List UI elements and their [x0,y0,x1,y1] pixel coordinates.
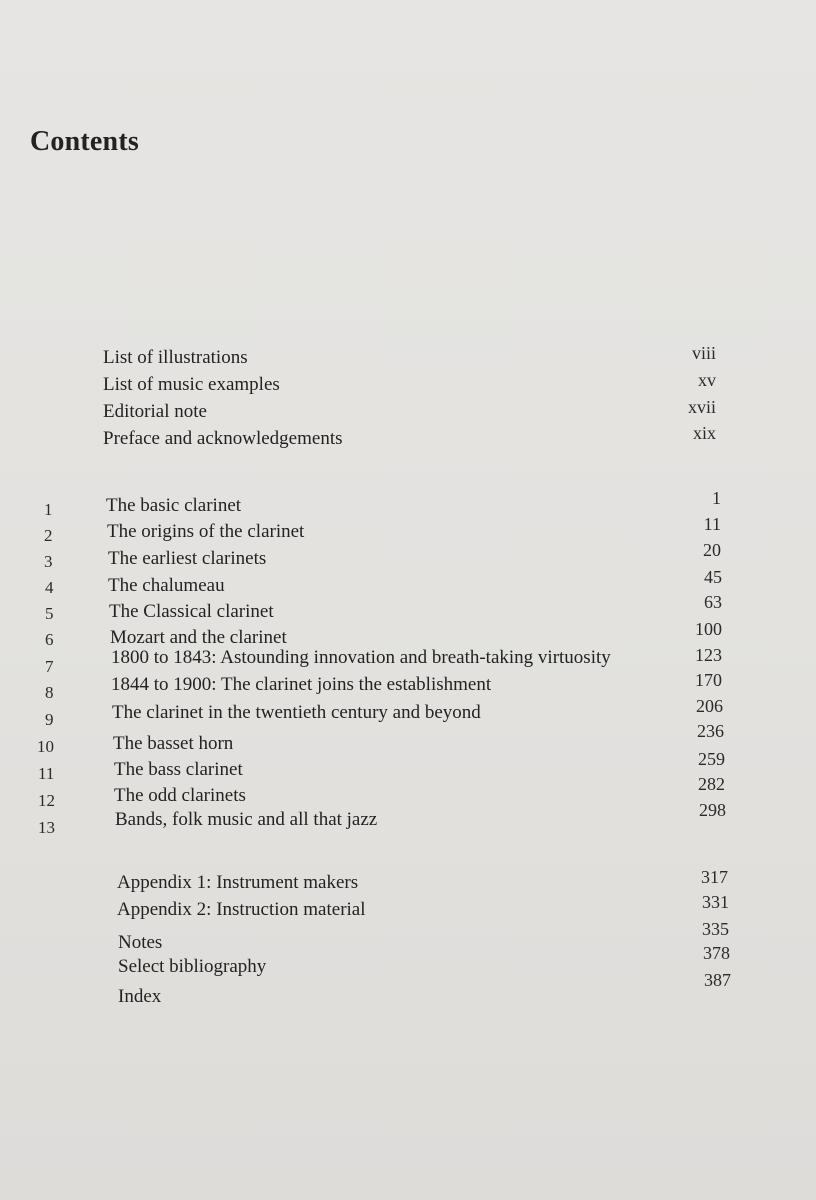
toc-entry-title: The chalumeau [108,575,225,596]
toc-entry-title: The earliest clarinets [108,548,267,569]
toc-entry-page: 100 [695,619,722,639]
toc-entry-title: Editorial note [103,401,207,422]
chapter-number: 7 [45,657,54,676]
toc-entry-title: The Classical clarinet [109,601,274,622]
toc-entry-title: Bands, folk music and all that jazz [115,809,378,830]
toc-entry-page: xv [698,370,716,390]
toc-entry-title: The bass clarinet [114,759,243,780]
toc-entry-page: 11 [703,514,721,534]
chapter-number: 3 [44,552,53,571]
toc-entry-page: 236 [697,721,724,741]
toc-entry-page: xix [692,423,716,443]
chapter-number: 13 [38,818,55,837]
toc-entry-title: 1844 to 1900: The clarinet joins the establishment [111,674,492,695]
chapter-number: 5 [45,604,54,623]
toc-entry-page: viii [691,343,716,363]
toc-entry-page: 282 [698,774,725,794]
toc-entry-page: 335 [702,919,729,939]
chapter-number: 9 [45,710,54,729]
toc-entry-title: 1800 to 1843: Astounding innovation and breath-taking virtuosity [111,647,611,668]
toc-entry-page: 298 [699,800,726,820]
toc-entry-title: The origins of the clarinet [107,521,305,542]
chapter-number: 6 [45,630,54,649]
toc-entry-page: 259 [698,749,725,769]
toc-entry-title: Appendix 2: Instruction material [117,899,366,920]
toc-entry-page: 170 [695,670,722,690]
chapter-number: 2 [44,526,53,545]
chapter-number: 12 [38,791,55,810]
toc-entry-page: 206 [696,696,723,716]
toc-entry-page: 123 [695,645,722,665]
chapter-number: 1 [44,500,53,519]
toc-entry-title: Notes [118,932,163,953]
toc-entry-title: The basset horn [113,733,234,754]
chapter-number: 11 [38,764,55,783]
toc-entry-page: 387 [704,970,731,990]
toc-entry-title: Select bibliography [118,956,267,977]
toc-entry-title: The odd clarinets [114,785,246,806]
toc-entry-title: Index [118,986,162,1007]
chapter-number: 4 [45,578,54,597]
toc-entry-page: xvii [687,397,716,417]
chapter-number: 10 [37,737,54,756]
toc-entry-title: The basic clarinet [106,495,242,516]
toc-entry-page: 45 [704,567,722,587]
toc-entry-title: Preface and acknowledgements [103,428,343,449]
chapter-number: 8 [45,683,54,702]
page-title: Contents [30,126,139,157]
toc-entry-title: Mozart and the clarinet [110,627,287,648]
toc-entry-title: Appendix 1: Instrument makers [117,872,359,893]
toc-entry-title: List of illustrations [103,347,248,368]
toc-entry-page: 378 [703,943,730,963]
toc-entry-page: 63 [704,592,722,612]
toc-entry-title: List of music examples [103,374,280,395]
toc-entry-page: 1 [712,488,721,508]
toc-entry-page: 331 [702,892,729,912]
toc-entry-title: The clarinet in the twentieth century and beyond [112,702,481,723]
toc-entry-page: 317 [701,867,728,887]
toc-entry-page: 20 [703,540,721,560]
